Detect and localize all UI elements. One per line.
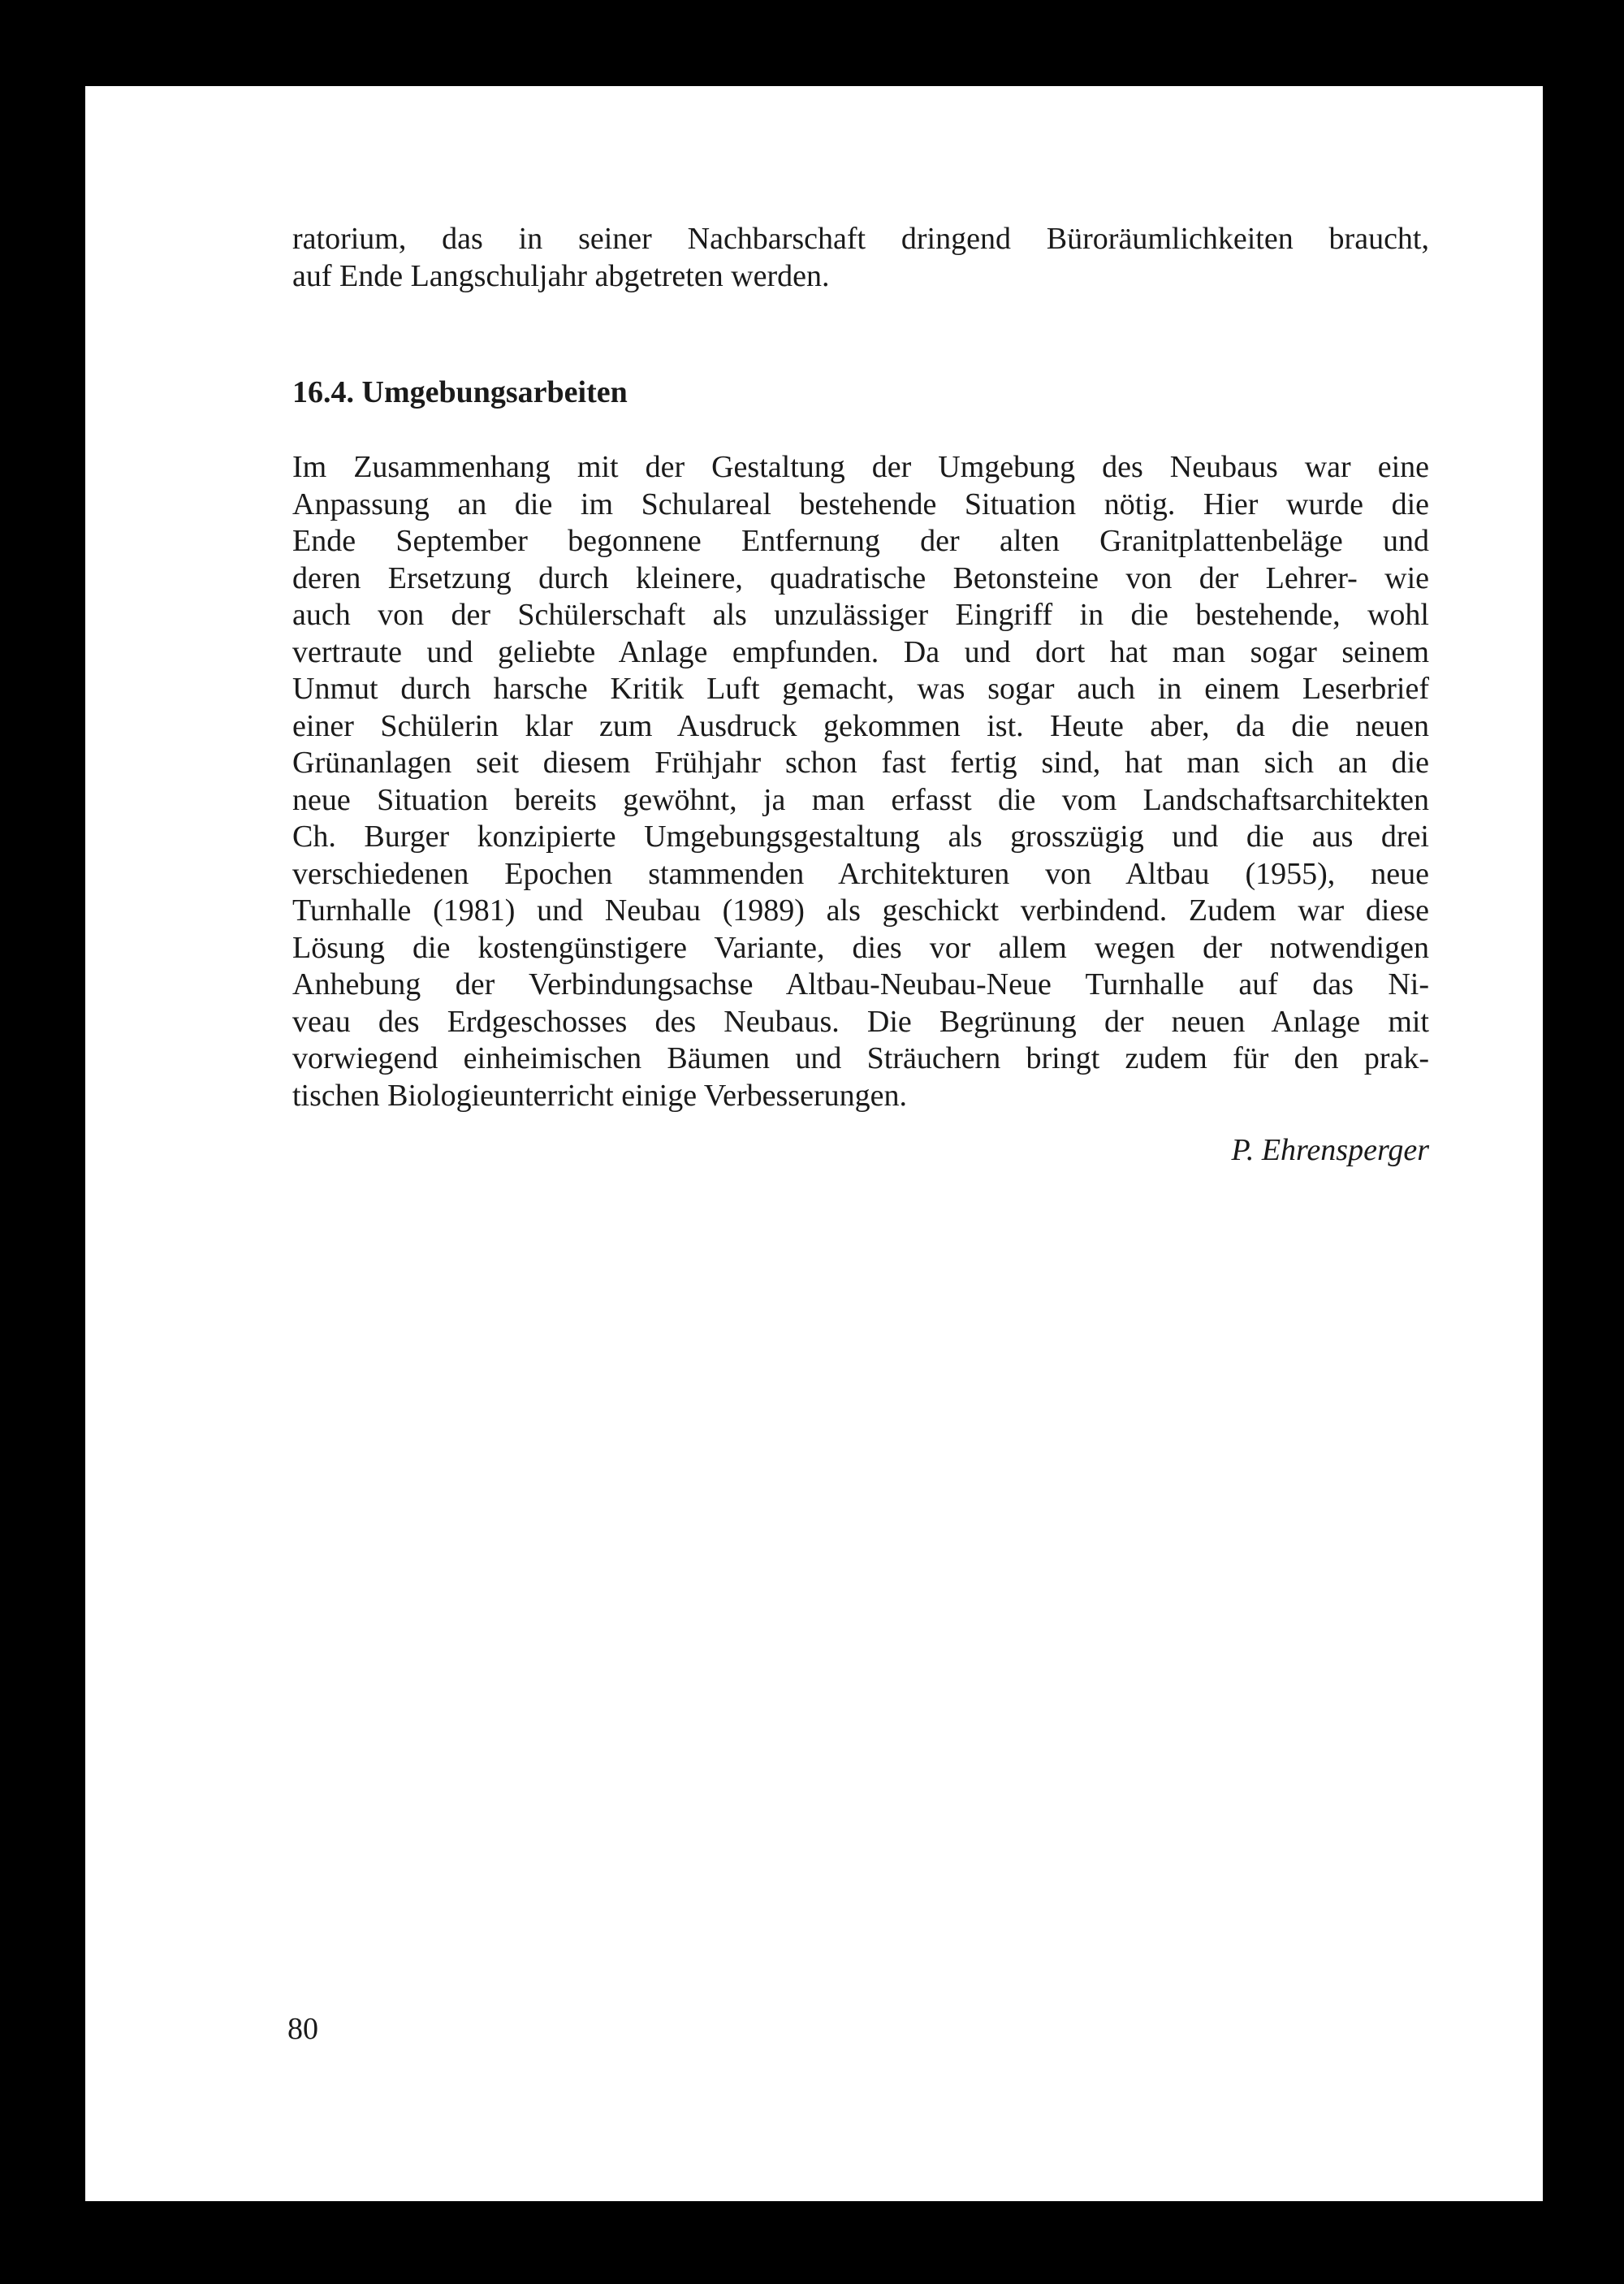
intro-paragraph — [292, 221, 1429, 295]
text-line: vertraute und geliebte Anlage empfunden. Da und dort hat man sogar seinem — [292, 634, 1429, 669]
text-line: einer Schülerin klar zum Ausdruck gekommen ist. Heute aber, da die neuen — [292, 708, 1429, 743]
page-number: 80 — [287, 2012, 318, 2046]
text-line: vorwiegend einheimischen Bäumen und Sträuchern bringt zudem für den prak- — [292, 1041, 1429, 1075]
author-signature: P. Ehrensperger — [1231, 1133, 1429, 1167]
text-line: Lösung die kostengünstigere Variante, dies vor allem wegen der notwendigen — [292, 930, 1429, 965]
text-line: Anpassung an die im Schulareal bestehende Situation nötig. Hier wurde die — [292, 487, 1429, 521]
text-line: Turnhalle (1981) und Neubau (1989) als geschickt verbindend. Zudem war diese — [292, 893, 1429, 928]
text-line: veau des Erdgeschosses des Neubaus. Die Begrünung der neuen Anlage mit — [292, 1004, 1429, 1039]
section-heading: 16.4. Umgebungsarbeiten — [292, 375, 628, 409]
text-line: Unmut durch harsche Kritik Luft gemacht, was sogar auch in einem Leserbrief — [292, 672, 1429, 706]
text-line: verschiedenen Epochen stammenden Architekturen von Altbau (1955), neue — [292, 856, 1429, 891]
text-line: tischen Biologieunterricht einige Verbesserungen. — [292, 1078, 907, 1113]
text-line: deren Ersetzung durch kleinere, quadratische Betonsteine von der Lehrer- wie — [292, 560, 1429, 595]
text-line: Anhebung der Verbindungsachse Altbau-Neubau-Neue Turnhalle auf das Ni- — [292, 967, 1429, 1001]
text-line: ratorium, das in seiner Nachbarschaft dringend Büroräumlichkeiten braucht, — [292, 222, 1429, 256]
text-line: Ch. Burger konzipierte Umgebungsgestaltung als grosszügig und die aus drei — [292, 820, 1429, 854]
text-line: auf Ende Langschuljahr abgetreten werden. — [292, 258, 830, 293]
text-line: neue Situation bereits gewöhnt, ja man erfasst die vom Landschaftsarchitekten — [292, 782, 1429, 817]
text-line: Ende September begonnene Entfernung der alten Granitplattenbeläge und — [292, 524, 1429, 558]
document-page — [85, 86, 1543, 2201]
text-line: Im Zusammenhang mit der Gestaltung der Umgebung des Neubaus war eine — [292, 450, 1429, 484]
text-line: auch von der Schülerschaft als unzulässiger Eingriff in die bestehende, wohl — [292, 598, 1429, 632]
text-line: Grünanlagen seit diesem Frühjahr schon fast fertig sind, hat man sich an die — [292, 746, 1429, 780]
body-paragraph — [292, 449, 1429, 1114]
